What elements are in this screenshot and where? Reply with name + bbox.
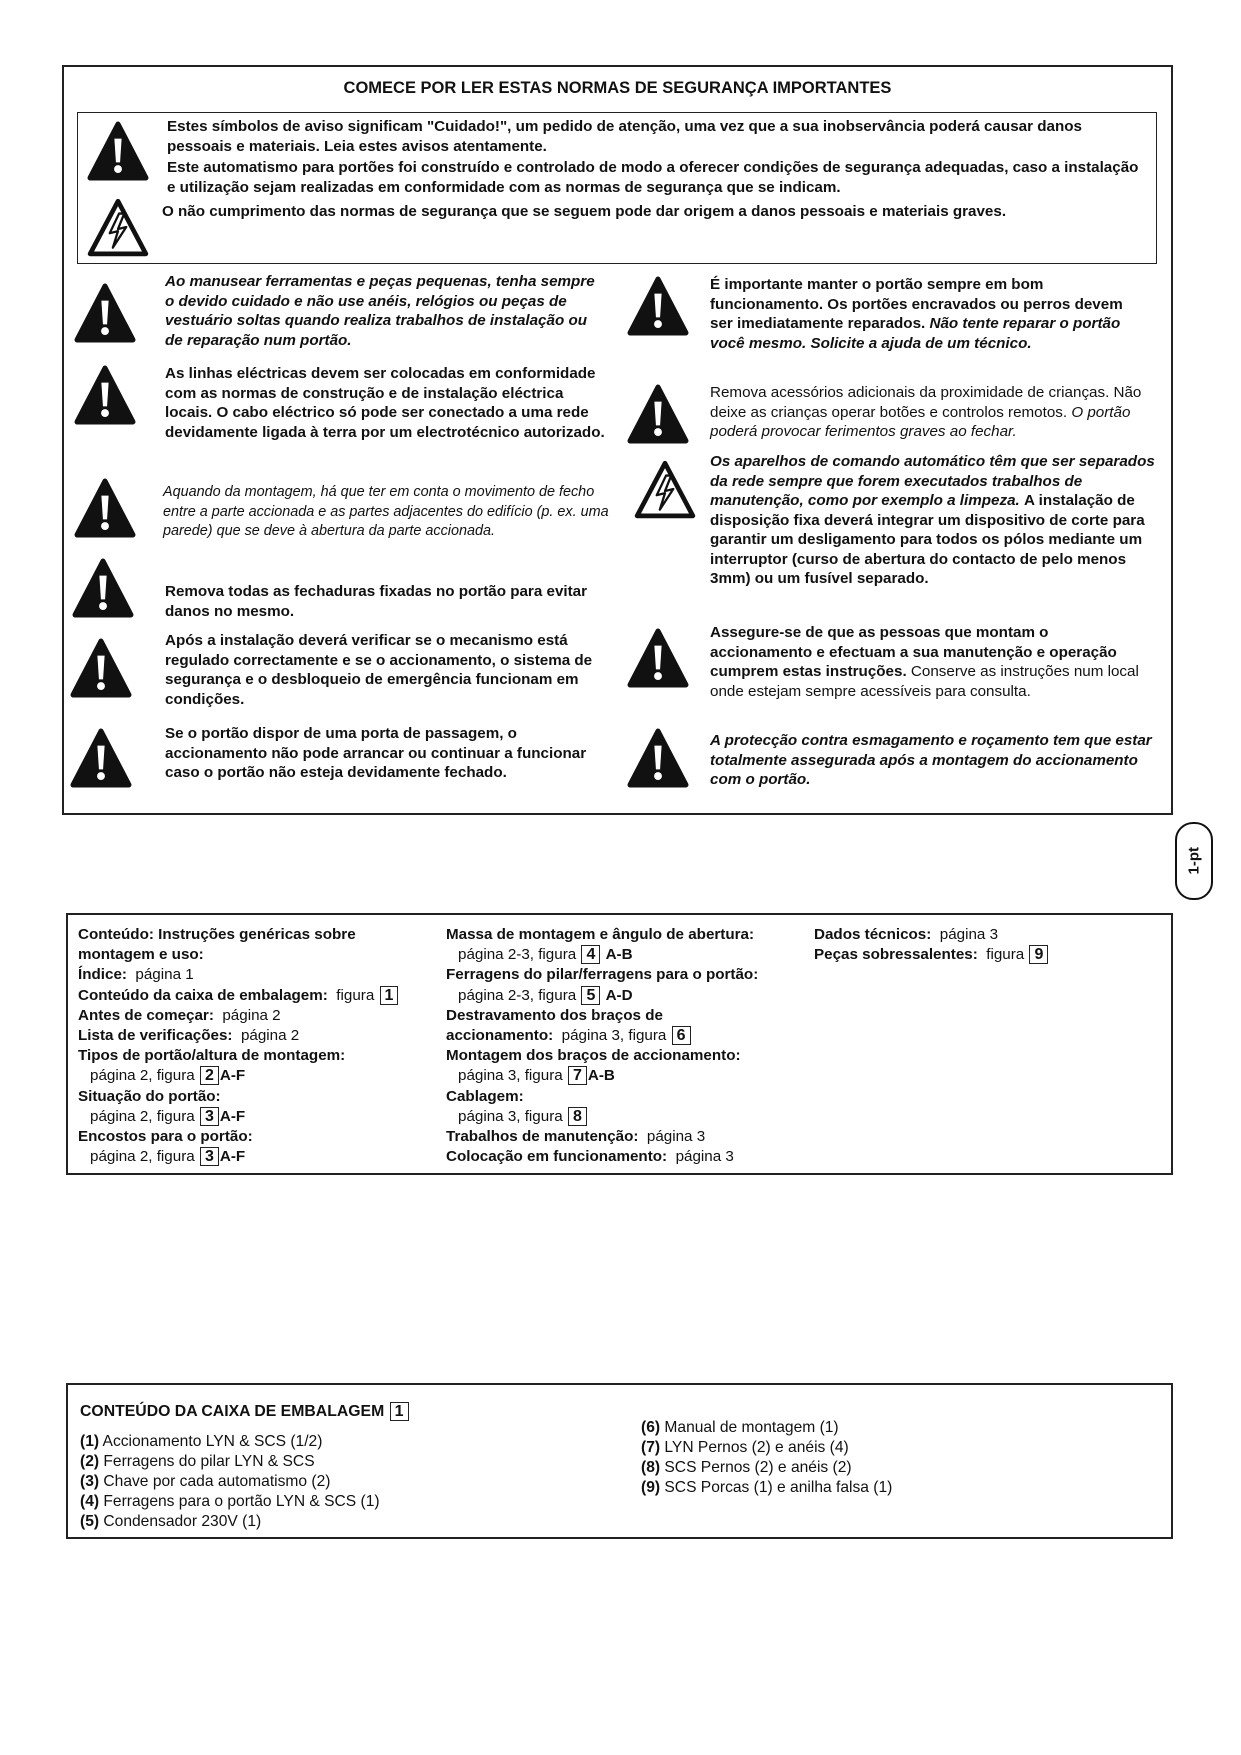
safety-power-text [710,452,1165,589]
package-item: (5) Condensador 230V (1) [80,1513,262,1530]
contents-heading-cont: montagem e uso: [78,946,204,964]
warning-icon [87,121,149,181]
safety-locks-text: Remova todas as fechaduras fixadas no portão para evitar danos no mesmo. [165,583,588,620]
warning-icon [74,478,136,538]
toc-entry-encostos-ref: página 2, figura 3 A-F [90,1148,246,1166]
warning-icon [70,638,132,698]
package-title: CONTEÚDO DA CAIXA DE EMBALAGEM 1 [80,1402,410,1422]
maintenance-bold: É importante manter o portão sempre em bom funcionamento. Os portões encravados ou perros devem ser imediatamente reparados. [710,276,1123,332]
figure-ref: 2 [200,1066,219,1085]
page-tab [1175,822,1213,900]
warning-icon [74,283,136,343]
safety-mounting-text: Aquando da montagem, há que ter em conta o movimento de fecho entre a parte accionada e as partes adjacentes do edifício (p. ex. uma parede) que se deve à abertura da parte accionada. [163,484,609,539]
electric-hazard-icon [634,459,696,519]
package-item: (8) SCS Pernos (2) e anéis (2) [641,1459,852,1476]
figure-ref: 7 [568,1066,587,1085]
package-item: (3) Chave por cada automatismo (2) [80,1473,331,1490]
package-item: (1) Accionamento LYN & SCS (1/2) [80,1433,323,1450]
package-item: (9) SCS Porcas (1) e anilha falsa (1) [641,1479,893,1496]
contents-index [66,913,1173,1175]
package-contents [66,1383,1173,1539]
package-item: (6) Manual de montagem (1) [641,1419,839,1436]
figure-ref: 3 [200,1107,219,1126]
toc-entry-tipos-ref: página 2, figura 2 A-F [90,1067,246,1085]
figure-ref: 4 [581,945,600,964]
contents-heading: Conteúdo: Instruções genéricas sobre [78,926,356,943]
instructions-bold: Assegure-se de que as pessoas que montam o accionamento e efectuam a sua manutenção e operação cumprem estas instruções. [710,624,1117,680]
electric-hazard-icon [87,197,149,257]
figure-ref: 1 [380,986,399,1005]
toc-entry-massa-ref: página 2-3, figura 4 A-B [458,946,633,964]
power-bold: A instalação de disposição fixa deverá integrar um dispositivo de corte para garantir um desligamento para todos os pólos mediante um interruptor (curso de abertura do contacto de pelo menos 3mm) ou um fusível separado. [710,492,1145,587]
safety-pass-door-text: Se o portão dispor de uma porta de passagem, o accionamento não pode arrancar ou continuar a funcionar caso o portão não esteja devidamente fechado. [165,725,587,781]
warning-icon [627,628,689,688]
toc-entry-cablagem: Cablagem: [446,1087,524,1105]
contents-column-2 [446,925,758,1167]
toc-entry-destravamento-ref: accionamento: página 3, figura 6 [446,1026,758,1046]
warning-icon [627,384,689,444]
toc-entry-pecas: Peças sobressalentes: figura 9 [814,945,1049,965]
toc-entry-conteudo: Conteúdo da caixa de embalagem: figura 1 [78,986,399,1006]
safety-title: COMECE POR LER ESTAS NORMAS DE SEGURANÇA IMPORTANTES [343,79,892,97]
safety-instructions-text [710,623,1150,701]
toc-entry-trabalhos: Trabalhos de manutenção: página 3 [446,1128,706,1146]
toc-entry-indice: Índice: página 1 [78,966,194,984]
page-tab-label: 1-pt [1185,847,1203,875]
toc-entry-colocacao: Colocação em funcionamento: página 3 [446,1148,734,1166]
contents-column-3 [814,925,1049,965]
package-list-left [80,1432,380,1532]
toc-entry-antes: Antes de começar: página 2 [78,1006,281,1024]
warning-icon [70,728,132,788]
safety-children-text [710,383,1150,442]
intro-consequence-text: O não cumprimento das normas de segurança que se seguem pode dar origem a danos pessoais e materiais graves. [162,203,1007,220]
toc-entry-destravamento: Destravamento dos braços de [446,1006,663,1024]
toc-entry-ferragens: Ferragens do pilar/ferragens para o portão: [446,966,759,984]
package-list-right [641,1418,892,1498]
toc-entry-encostos: Encostos para o portão: [78,1128,253,1146]
figure-ref: 9 [1029,945,1048,964]
safety-maintenance-text [710,275,1130,353]
safety-check-text: Após a instalação deverá verificar se o mecanismo está regulado correctamente e se o accionamento, o sistema de segurança e o desbloqueio de emergência funcionam em condições. [165,632,593,708]
children-italic: O portão poderá provocar ferimentos graves ao fechar. [710,403,1131,440]
toc-entry-situacao: Situação do portão: [78,1087,221,1105]
instructions-regular: Conserve as instruções num local onde estejam sempre acessíveis para consulta. [710,663,1139,700]
package-item: (4) Ferragens para o portão LYN & SCS (1) [80,1493,380,1510]
intro-box [77,112,1157,264]
package-item: (7) LYN Pernos (2) e anéis (4) [641,1439,849,1456]
toc-entry-lista: Lista de verificações: página 2 [78,1027,300,1045]
safety-section [62,65,1173,815]
toc-entry-montagem-ref: página 3, figura 7 A-B [458,1067,615,1085]
toc-entry-dados: Dados técnicos: página 3 [814,926,999,943]
contents-column-1 [78,925,399,1167]
toc-entry-ferragens-ref: página 2-3, figura 5 A-D [458,986,633,1004]
maintenance-bolditalic: Não tente reparar o portão você mesmo. Solicite a ajuda de um técnico. [710,315,1121,352]
warning-icon [74,365,136,425]
children-regular: Remova acessórios adicionais da proximidade de crianças. Não deixe as crianças operar botões e controlos remotos. [710,384,1142,421]
safety-electric-lines-text: As linhas eléctricas devem ser colocadas em conformidade com as normas de construção e de instalação eléctrica locais. O cabo eléctrico só pode ser conectado a uma rede devidamente ligada à terra por um electrotécnico autorizado. [165,365,605,441]
toc-entry-tipos: Tipos de portão/altura de montagem: [78,1047,346,1065]
figure-ref: 8 [568,1107,587,1126]
safety-crushing-text: A protecção contra esmagamento e roçamento tem que estar totalmente assegurada após a montagem do accionamento com o portão. [710,732,1152,788]
intro-warning-text: Estes símbolos de aviso significam "Cuidado!", um pedido de atenção, uma vez que a sua inobservância poderá causar danos pessoais e materiais. Leia estes avisos atentamente. [167,118,1082,155]
warning-icon [72,558,134,618]
safety-tools-text: Ao manusear ferramentas e peças pequenas, tenha sempre o devido cuidado e não use anéis, relógios ou peças de vestuário soltas quando realiza trabalhos de instalação ou de reparação num portão. [165,273,595,349]
figure-ref: 6 [672,1026,691,1045]
toc-entry-cablagem-ref: página 3, figura 8 [446,1107,758,1127]
warning-icon [627,728,689,788]
warning-icon [627,276,689,336]
toc-entry-montagem: Montagem dos braços de accionamento: [446,1047,741,1065]
figure-ref: 5 [581,986,600,1005]
power-bolditalic: Os aparelhos de comando automático têm que ser separados da rede sempre que forem executados trabalhos de manutenção, como por exemplo a limpeza. [710,453,1155,509]
intro-conformity-text: Este automatismo para portões foi construído e controlado de modo a oferecer condições de segurança adequadas, caso a instalação e utilização sejam realizadas em conformidade com as normas de segurança que se indicam. [167,159,1139,196]
toc-entry-massa: Massa de montagem e ângulo de abertura: [446,926,755,943]
figure-ref: 3 [200,1147,219,1166]
toc-entry-situacao-ref: página 2, figura 3 A-F [90,1107,246,1125]
package-item: (2) Ferragens do pilar LYN & SCS [80,1453,315,1470]
figure-ref: 1 [390,1402,409,1421]
